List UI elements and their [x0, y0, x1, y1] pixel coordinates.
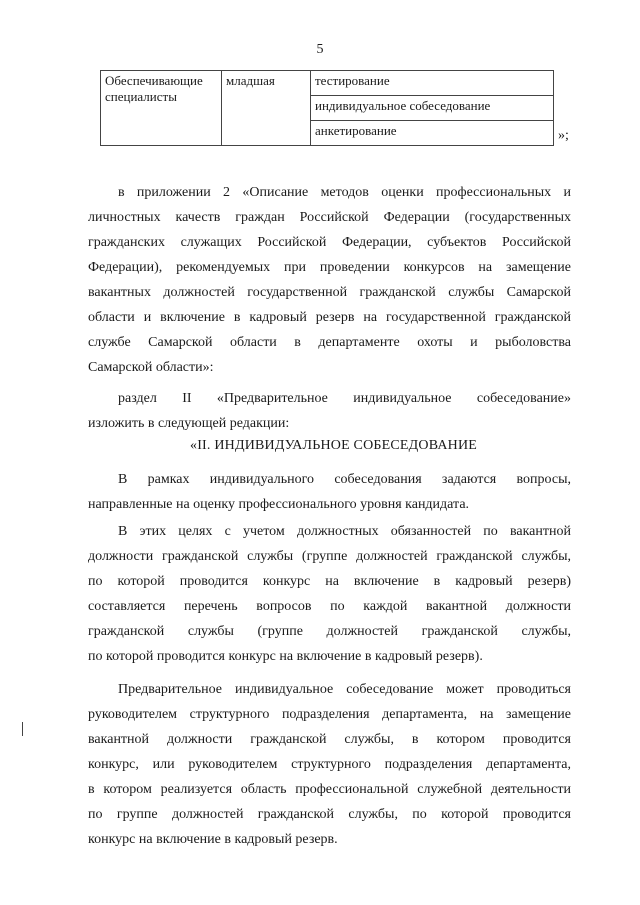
text-line: по которой проводится конкурс на включение в кадровый резерв) [88, 574, 571, 589]
text-line: руководителем структурного подразделения департамента, на замещение [88, 707, 571, 722]
table-cell-method: анкетирование [311, 121, 554, 146]
paragraph-3 [88, 677, 571, 852]
text-line: вакантной должности гражданской службы, в котором проводится [88, 732, 571, 747]
section-heading: «II. ИНДИВИДУАЛЬНОЕ СОБЕСЕДОВАНИЕ [190, 438, 478, 453]
text-line: В этих целях с учетом должностных обязанностей по вакантной [118, 524, 571, 539]
text-line: вакантных должностей государственной гражданской службы Самарской [88, 285, 571, 300]
text-line: должности гражданской службы (группе должностей гражданской службы, [88, 549, 571, 564]
text-line: по которой проводится конкурс на включение в кадровый резерв). [88, 649, 483, 664]
table-cell-group: младшая [222, 71, 311, 146]
text-line: Федерации), рекомендуемых при проведении конкурсов на замещение [88, 260, 571, 275]
section-reference-paragraph [88, 386, 571, 436]
text-line: в котором реализуется область профессиональной служебной деятельности [88, 782, 571, 797]
text-line: раздел II «Предварительное индивидуальное собеседование» [118, 391, 571, 406]
text-line: Самарской области»: [88, 360, 214, 375]
text-line: конкурс на включение в кадровый резерв. [88, 832, 338, 847]
text-line: Предварительное индивидуальное собеседование может проводиться [118, 682, 571, 697]
text-line: конкурс, или руководителем структурного подразделения департамента, [88, 757, 571, 772]
text-line: изложить в следующей редакции: [88, 416, 290, 431]
text-line: составляется перечень вопросов по каждой вакантной должности [88, 599, 571, 614]
table-cell-method: тестирование [311, 71, 554, 96]
methods-table [100, 70, 554, 146]
paragraph-1 [88, 467, 571, 517]
text-line: личностных качеств граждан Российской Федерации (государственных [88, 210, 571, 225]
text-line: области и включение в кадровый резерв на государственной гражданской [88, 310, 571, 325]
text-line: гражданских служащих Российской Федерации, субъектов Российской [88, 235, 571, 250]
table-closing-quote: »; [558, 128, 569, 143]
margin-mark [22, 722, 23, 736]
text-line: гражданской службы (группе должностей гражданской службы, [88, 624, 571, 639]
table-cell-category: Обеспечивающие специалисты [101, 71, 222, 146]
text-line: В рамках индивидуального собеседования задаются вопросы, [118, 472, 571, 487]
table-cell-method: индивидуальное собеседование [311, 96, 554, 121]
table-row [101, 71, 554, 96]
paragraph-2 [88, 519, 571, 669]
intro-paragraph [88, 180, 571, 380]
text-line: службе Самарской области в департаменте охоты и рыболовства [88, 335, 571, 350]
text-line: в приложении 2 «Описание методов оценки профессиональных и [118, 185, 571, 200]
text-line: по группе должностей гражданской службы, по которой проводится [88, 807, 571, 822]
text-line: направленные на оценку профессионального уровня кандидата. [88, 497, 470, 512]
page-number: 5 [316, 42, 324, 57]
